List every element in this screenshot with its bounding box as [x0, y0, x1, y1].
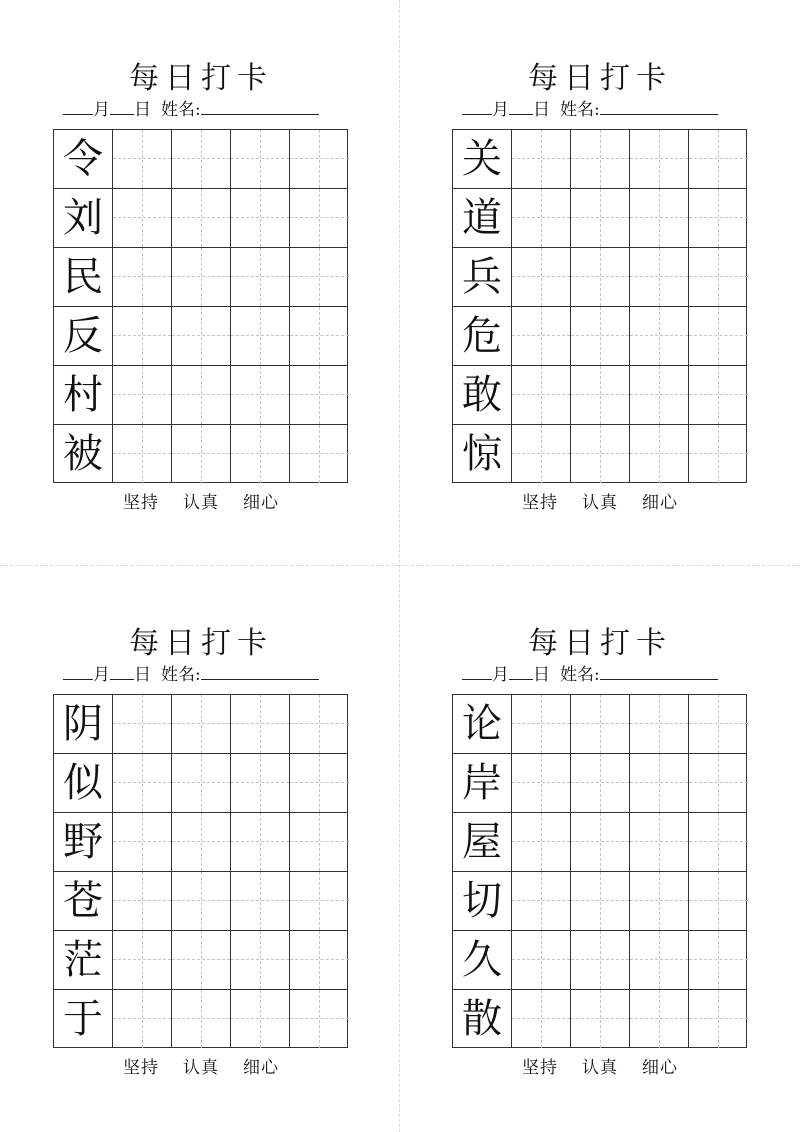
name-label: 姓名: [560, 665, 600, 685]
date-name-line [53, 97, 349, 121]
practice-cell[interactable] [290, 990, 349, 1048]
model-character: 苍 [63, 878, 103, 924]
practice-row [54, 307, 347, 366]
practice-cell[interactable] [231, 695, 290, 753]
practice-cell[interactable] [172, 130, 231, 188]
practice-cell[interactable] [172, 248, 231, 306]
practice-cell[interactable] [231, 130, 290, 188]
day-blank[interactable] [110, 662, 134, 680]
day-blank[interactable] [110, 97, 134, 115]
model-character: 惊 [462, 431, 502, 477]
practice-cell[interactable] [113, 754, 172, 812]
practice-cell[interactable] [231, 872, 290, 930]
practice-cell[interactable] [689, 189, 748, 247]
model-character: 岸 [462, 760, 502, 806]
month-blank[interactable] [63, 662, 93, 680]
model-character: 道 [462, 195, 502, 241]
practice-cell[interactable] [630, 695, 689, 753]
practice-cell[interactable] [630, 425, 689, 483]
motto-word: 细心 [243, 493, 279, 513]
practice-cell[interactable] [512, 695, 571, 753]
practice-row [453, 754, 746, 813]
practice-cell[interactable] [113, 931, 172, 989]
month-blank[interactable] [63, 97, 93, 115]
practice-row [54, 248, 347, 307]
model-character-cell [453, 695, 512, 753]
model-character-cell [54, 307, 113, 365]
model-character: 村 [63, 372, 103, 418]
model-character: 茫 [63, 937, 103, 983]
motto-word: 坚持 [123, 1058, 159, 1078]
practice-cell[interactable] [689, 130, 748, 188]
model-character-cell [54, 248, 113, 306]
practice-cell[interactable] [571, 366, 630, 424]
practice-cell[interactable] [231, 425, 290, 483]
model-character: 兵 [462, 254, 502, 300]
practice-row [54, 990, 347, 1049]
model-character: 阴 [63, 701, 103, 747]
practice-cell[interactable] [231, 248, 290, 306]
model-character: 危 [462, 313, 502, 359]
practice-cell[interactable] [290, 872, 349, 930]
practice-row [453, 248, 746, 307]
model-character-cell [54, 754, 113, 812]
card-title: 每日打卡 [528, 61, 672, 96]
model-character: 似 [63, 760, 103, 806]
card-title: 每日打卡 [129, 61, 273, 96]
practice-row [54, 189, 347, 248]
month-blank[interactable] [462, 662, 492, 680]
motto-word: 坚持 [522, 493, 558, 513]
motto-word: 细心 [642, 493, 678, 513]
practice-cell[interactable] [571, 813, 630, 871]
practice-cell[interactable] [113, 990, 172, 1048]
model-character-cell [54, 990, 113, 1048]
practice-row [54, 872, 347, 931]
practice-cell[interactable] [290, 366, 349, 424]
day-label: 日 [533, 665, 550, 685]
model-character-cell [54, 872, 113, 930]
horizontal-cut-line [0, 565, 800, 566]
model-character-cell [453, 248, 512, 306]
date-name-line [452, 97, 748, 121]
practice-cell[interactable] [113, 366, 172, 424]
name-label: 姓名: [560, 100, 600, 120]
tian-zi-grid [53, 694, 348, 1048]
practice-row [54, 130, 347, 189]
practice-cell[interactable] [689, 813, 748, 871]
name-label: 姓名: [161, 665, 201, 685]
name-label: 姓名: [161, 100, 201, 120]
practice-cell[interactable] [571, 872, 630, 930]
practice-cell[interactable] [630, 130, 689, 188]
motto-word: 认真 [183, 1058, 219, 1078]
day-label: 日 [134, 100, 151, 120]
name-blank[interactable] [201, 97, 319, 115]
practice-cell[interactable] [571, 931, 630, 989]
date-name-line [452, 662, 748, 686]
practice-cell[interactable] [231, 990, 290, 1048]
practice-cell[interactable] [290, 754, 349, 812]
practice-cell[interactable] [290, 931, 349, 989]
model-character-cell [453, 754, 512, 812]
practice-cell[interactable] [290, 248, 349, 306]
day-label: 日 [134, 665, 151, 685]
practice-cell[interactable] [689, 931, 748, 989]
practice-cell[interactable] [231, 307, 290, 365]
model-character-cell [453, 990, 512, 1048]
practice-row [453, 813, 746, 872]
practice-cell[interactable] [172, 307, 231, 365]
practice-cell[interactable] [630, 189, 689, 247]
model-character-cell [453, 366, 512, 424]
date-name-line [53, 662, 349, 686]
month-label: 月 [93, 100, 110, 120]
practice-row [453, 425, 746, 484]
practice-cell[interactable] [231, 754, 290, 812]
model-character: 于 [63, 996, 103, 1042]
card-title: 每日打卡 [528, 626, 672, 661]
practice-cell[interactable] [630, 990, 689, 1048]
model-character-cell [453, 872, 512, 930]
model-character-cell [54, 366, 113, 424]
practice-cell[interactable] [512, 248, 571, 306]
model-character: 令 [63, 136, 103, 182]
model-character: 散 [462, 996, 502, 1042]
practice-cell[interactable] [630, 813, 689, 871]
practice-cell[interactable] [630, 754, 689, 812]
practice-cell[interactable] [571, 425, 630, 483]
practice-cell[interactable] [512, 990, 571, 1048]
practice-cell[interactable] [512, 366, 571, 424]
practice-cell[interactable] [571, 130, 630, 188]
practice-cell[interactable] [290, 695, 349, 753]
practice-cell[interactable] [512, 307, 571, 365]
practice-cell[interactable] [689, 695, 748, 753]
practice-cell[interactable] [512, 425, 571, 483]
practice-cell[interactable] [512, 813, 571, 871]
practice-cell[interactable] [290, 425, 349, 483]
practice-cell[interactable] [290, 813, 349, 871]
practice-cell[interactable] [113, 307, 172, 365]
practice-cell[interactable] [172, 366, 231, 424]
practice-cell[interactable] [512, 872, 571, 930]
practice-cell[interactable] [113, 695, 172, 753]
model-character: 被 [63, 431, 103, 477]
day-blank[interactable] [509, 662, 533, 680]
practice-cell[interactable] [689, 248, 748, 306]
practice-cell[interactable] [231, 931, 290, 989]
model-character-cell [54, 130, 113, 188]
practice-row [453, 366, 746, 425]
model-character-cell [54, 425, 113, 483]
model-character: 关 [462, 136, 502, 182]
tian-zi-grid [452, 694, 747, 1048]
month-label: 月 [492, 665, 509, 685]
month-label: 月 [492, 100, 509, 120]
practice-cell[interactable] [172, 425, 231, 483]
practice-cell[interactable] [113, 872, 172, 930]
practice-row [453, 189, 746, 248]
practice-row [453, 130, 746, 189]
practice-cell[interactable] [290, 307, 349, 365]
practice-cell[interactable] [172, 990, 231, 1048]
month-label: 月 [93, 665, 110, 685]
name-blank[interactable] [600, 662, 718, 680]
model-character-cell [453, 931, 512, 989]
practice-row [453, 872, 746, 931]
practice-row [54, 695, 347, 754]
practice-cell[interactable] [231, 366, 290, 424]
practice-row [54, 813, 347, 872]
practice-cell[interactable] [571, 307, 630, 365]
practice-cell[interactable] [172, 931, 231, 989]
practice-cell[interactable] [512, 931, 571, 989]
model-character-cell [453, 130, 512, 188]
month-blank[interactable] [462, 97, 492, 115]
motto-word: 坚持 [522, 1058, 558, 1078]
model-character-cell [453, 307, 512, 365]
practice-cell[interactable] [571, 754, 630, 812]
model-character: 野 [63, 819, 103, 865]
model-character: 民 [63, 254, 103, 300]
model-character-cell [54, 695, 113, 753]
motto-line [53, 491, 349, 515]
practice-cell[interactable] [172, 813, 231, 871]
model-character-cell [453, 189, 512, 247]
model-character: 论 [462, 701, 502, 747]
practice-row [54, 366, 347, 425]
practice-cell[interactable] [113, 130, 172, 188]
model-character-cell [54, 813, 113, 871]
motto-word: 认真 [582, 1058, 618, 1078]
motto-line [452, 1056, 748, 1080]
practice-cell[interactable] [290, 189, 349, 247]
tian-zi-grid [452, 129, 747, 483]
practice-cell[interactable] [172, 695, 231, 753]
practice-cell[interactable] [571, 189, 630, 247]
practice-cell[interactable] [630, 872, 689, 930]
model-character: 久 [462, 937, 502, 983]
practice-cell[interactable] [630, 366, 689, 424]
model-character: 切 [462, 878, 502, 924]
practice-cell[interactable] [113, 813, 172, 871]
practice-cell[interactable] [172, 872, 231, 930]
motto-line [452, 491, 748, 515]
practice-row [54, 425, 347, 484]
practice-row [54, 931, 347, 990]
vertical-cut-line [399, 0, 400, 1132]
practice-cell[interactable] [113, 189, 172, 247]
practice-cell[interactable] [571, 695, 630, 753]
practice-cell[interactable] [689, 754, 748, 812]
model-character-cell [54, 931, 113, 989]
practice-cell[interactable] [630, 307, 689, 365]
tian-zi-grid [53, 129, 348, 483]
motto-word: 细心 [243, 1058, 279, 1078]
card-title: 每日打卡 [129, 626, 273, 661]
practice-cell[interactable] [689, 425, 748, 483]
practice-row [453, 931, 746, 990]
practice-cell[interactable] [571, 248, 630, 306]
motto-word: 坚持 [123, 493, 159, 513]
model-character: 反 [63, 313, 103, 359]
practice-row [453, 990, 746, 1049]
practice-cell[interactable] [689, 366, 748, 424]
practice-row [453, 307, 746, 366]
practice-cell[interactable] [113, 248, 172, 306]
practice-cell[interactable] [689, 307, 748, 365]
motto-line [53, 1056, 349, 1080]
practice-cell[interactable] [630, 931, 689, 989]
practice-cell[interactable] [231, 189, 290, 247]
name-blank[interactable] [201, 662, 319, 680]
practice-cell[interactable] [512, 130, 571, 188]
practice-cell[interactable] [290, 130, 349, 188]
motto-word: 细心 [642, 1058, 678, 1078]
day-label: 日 [533, 100, 550, 120]
practice-cell[interactable] [113, 425, 172, 483]
model-character: 敢 [462, 372, 502, 418]
model-character-cell [453, 813, 512, 871]
model-character: 刘 [63, 195, 103, 241]
practice-cell[interactable] [689, 872, 748, 930]
model-character-cell [453, 425, 512, 483]
practice-cell[interactable] [172, 189, 231, 247]
motto-word: 认真 [582, 493, 618, 513]
practice-cell[interactable] [512, 754, 571, 812]
model-character: 屋 [462, 819, 502, 865]
motto-word: 认真 [183, 493, 219, 513]
practice-cell[interactable] [630, 248, 689, 306]
practice-row [453, 695, 746, 754]
practice-cell[interactable] [689, 990, 748, 1048]
day-blank[interactable] [509, 97, 533, 115]
practice-cell[interactable] [172, 754, 231, 812]
name-blank[interactable] [600, 97, 718, 115]
model-character-cell [54, 189, 113, 247]
practice-cell[interactable] [512, 189, 571, 247]
practice-row [54, 754, 347, 813]
practice-cell[interactable] [571, 990, 630, 1048]
practice-cell[interactable] [231, 813, 290, 871]
